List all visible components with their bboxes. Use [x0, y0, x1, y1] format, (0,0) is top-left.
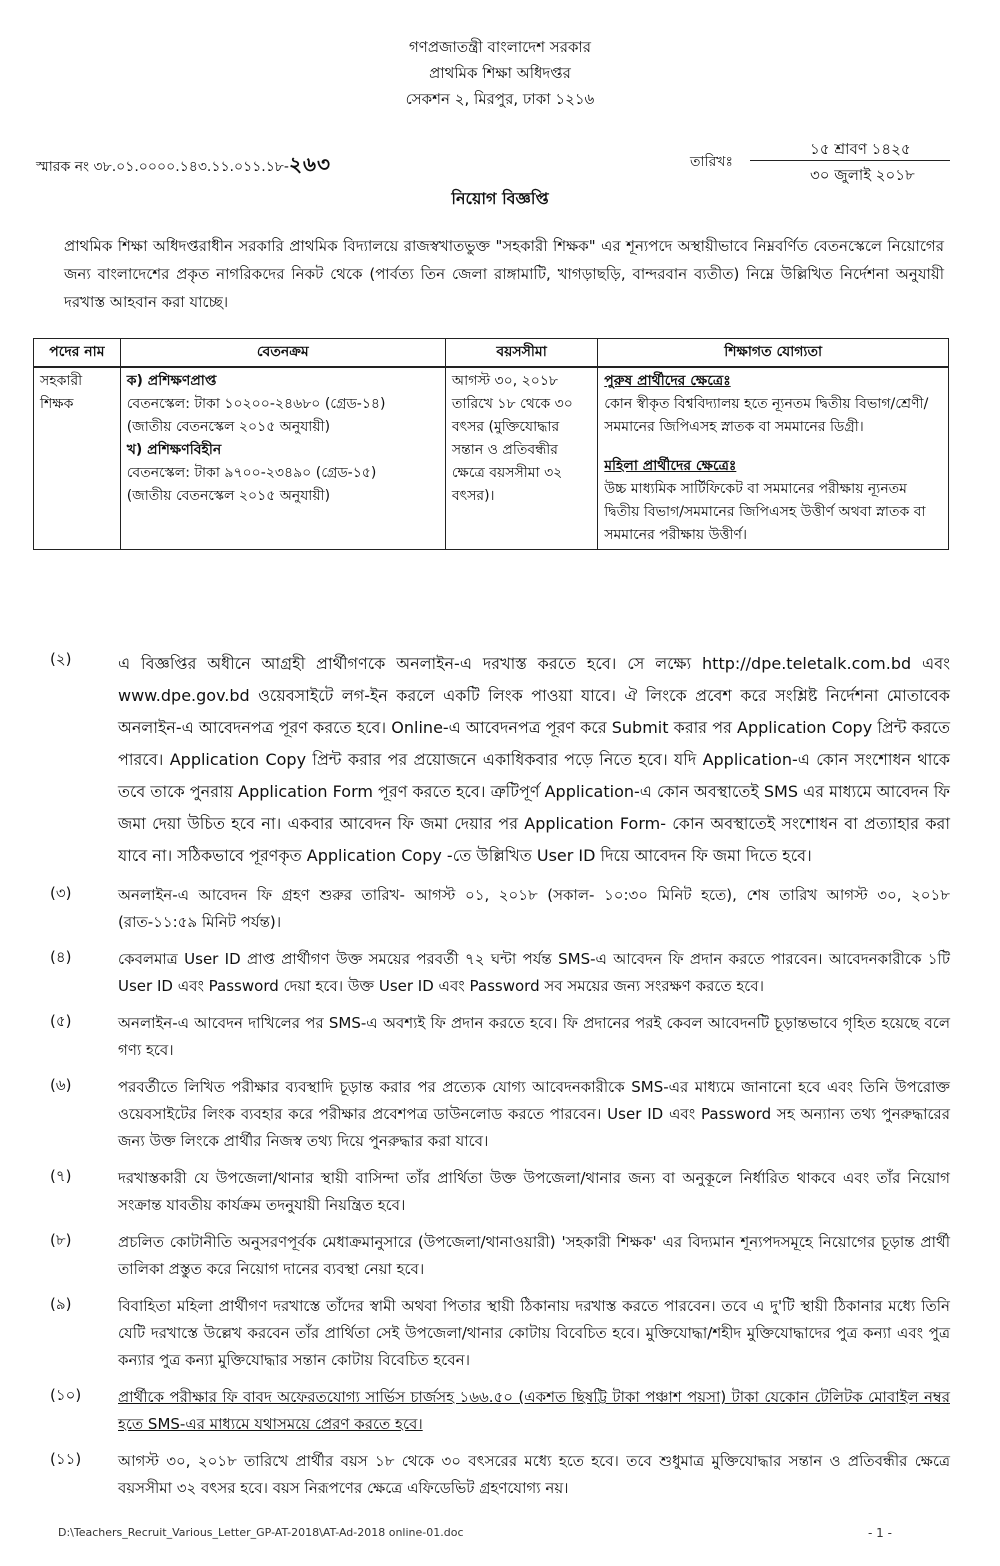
file-path: D:\Teachers_Recruit_Various_Letter_GP-AT-2018\AT-Ad-2018 online-01.doc	[58, 1526, 464, 1539]
memo-label: স্মারক নং ৩৮.০১.০০০০.১৪৩.১১.০১১.১৮-	[36, 159, 289, 175]
pay-trained-title: ক) প্রশিক্ষণপ্রাপ্ত	[126, 373, 217, 389]
list-item	[50, 1448, 950, 1502]
qual-spacer	[604, 439, 942, 455]
item-text: পরবর্তীতে লিখিত পরীক্ষার ব্যবস্থাদি চূড়ান্ত করার পর প্রত্যেক যোগ্য আবেদনকারীকে SMS-এর মাধ্যমে জানানো হবে এবং তিনি উপরোক্ত ওয়েবসাইটের লিংক ব্যবহার করে পরীক্ষার প্রবেশপত্র ডাউনলোড করতে পারবেন। User ID এবং Password সহ অন্যান্য তথ্য পুনরুদ্ধারের জন্য উক্ত লিংকে প্রার্থীর নিজস্ব তথ্য দিয়ে পুনরুদ্ধার করা যাবে।	[118, 1078, 950, 1150]
item-text: প্রার্থীকে পরীক্ষার ফি বাবদ অফেরতযোগ্য সার্ভিস চার্জসহ ১৬৬.৫০ (একশত ছিষট্টি টাকা পঞ্চাশ পয়সা) টাকা যেকোন টেলিটক মোবাইল নম্বর হতে SMS-এর মাধ্যমে যথাসময়ে প্রেরণ করতে হবে।	[118, 1388, 950, 1433]
memo-reference	[36, 150, 331, 183]
list-item	[50, 1010, 950, 1064]
header-line-1: গণপ্রজাতন্ত্রী বাংলাদেশ সরকার	[408, 38, 592, 56]
cell-post: সহকারী শিক্ষক	[34, 367, 121, 550]
header-age: বয়সসীমা	[445, 339, 597, 368]
cell-pay	[120, 367, 445, 550]
item-number: (৯)	[50, 1295, 72, 1313]
item-text: কেবলমাত্র User ID প্রাপ্ত প্রার্থীগণ উক্ত সময়ের পরবর্তী ৭২ ঘন্টা পর্যন্ত SMS-এ আবেদন ফি প্রদান করতে পারবেন। আবেদনকারীকে ১টি User ID এবং Password দেয়া হবে। উক্ত User ID এবং Password সব সময়ের জন্য সংরক্ষণ করতে হবে।	[118, 950, 950, 995]
notice-title: নিয়োগ বিজ্ঞপ্তি	[451, 189, 549, 208]
list-item	[50, 946, 950, 1000]
table-row	[34, 367, 949, 550]
item-text: আগস্ট ৩০, ২০১৮ তারিখে প্রার্থীর বয়স ১৮ থেকে ৩০ বৎসরের মধ্যে হতে হবে। তবে শুধুমাত্র মুক্তিযোদ্ধার সন্তান ও প্রতিবন্ধীর ক্ষেত্রে বয়সসীমা ৩২ বৎসর হবে। বয়স নিরূপণের ক্ষেত্রে এফিডেভিট গ্রহণযোগ্য নয়।	[118, 1452, 950, 1497]
item-number: (৫)	[50, 1012, 72, 1030]
intro-paragraph: প্রাথমিক শিক্ষা অধিদপ্তরাধীন সরকারি প্রাথমিক বিদ্যালয়ে রাজস্বখাতভুক্ত "সহকারী শিক্ষক" এর শূন্যপদে অস্থায়ীভাবে নিম্নবর্ণিত বেতনস্কেলে নিয়োগের জন্য বাংলাদেশের প্রকৃত নাগরিকদের নিকট থেকে (পার্বত্য তিন জেলা রাঙ্গামাটি, খাগড়াছড়ি, বান্দরবান ব্যতীত) নিম্নে উল্লিখিত নির্দেশনা অনুযায়ী দরখাস্ত আহবান করা যাচ্ছে।	[64, 237, 944, 311]
pay-trained-scale: বেতনস্কেল: টাকা ১০২০০-২৪৬৮০ (গ্রেড-১৪)	[126, 396, 386, 412]
list-item	[50, 882, 950, 936]
pay-untrained-title: খ) প্রশিক্ষণবিহীন	[126, 442, 222, 458]
pay-trained-note: (জাতীয় বেতনস্কেল ২০১৫ অনুযায়ী)	[126, 419, 331, 435]
item-number: (৮)	[50, 1231, 72, 1249]
header-pay: বেতনক্রম	[120, 339, 445, 368]
item-text: অনলাইন-এ আবেদন ফি গ্রহণ শুরুর তারিখ- আগস্ট ০১, ২০১৮ (সকাল- ১০:৩০ মিনিট হতে), শেষ তারিখ আগস্ট ৩০, ২০১৮ (রাত-১১:৫৯ মিনিট পর্যন্ত)।	[118, 886, 950, 931]
item-text: অনলাইন-এ আবেদন দাখিলের পর SMS-এ অবশ্যই ফি প্রদান করতে হবে। ফি প্রদানের পরই কেবল আবেদনটি চূড়ান্তভাবে গৃহিত হয়েছে বলে গণ্য হবে।	[118, 1014, 950, 1059]
item-number: (৪)	[50, 948, 72, 966]
item-number: (২)	[50, 650, 72, 668]
qual-male-title: পুরুষ প্রার্থীদের ক্ষেত্রেঃ	[604, 373, 731, 389]
list-item	[50, 1293, 950, 1374]
instruction-list	[50, 648, 950, 1512]
header-line-3: সেকশন ২, মিরপুর, ঢাকা ১২১৬	[405, 90, 595, 108]
item-text: এ বিজ্ঞপ্তির অধীনে আগ্রহী প্রার্থীগণকে অনলাইন-এ দরখাস্ত করতে হবে। সে লক্ষ্যে http://dpe.teletalk.com.bd এবং www.dpe.gov.bd ওয়েবসাইটে লগ-ইন করলে একটি লিংক পাওয়া যাবে। ঐ লিংকে প্রবেশ করে সংশ্লিষ্ট নির্দেশনা মোতাবেক অনলাইন-এ আবেদনপত্র পূরণ করতে হবে। Online-এ আবেদনপত্র পূরণ করে Submit করার পর Application Copy প্রিন্ট করতে পারবে। Application Copy প্রিন্ট করার পর প্রয়োজনে একাধিকবার পড়ে নিতে হবে। যদি Application-এ কোন সংশোধন থাকে তবে তাকে পুনরায় Application Form পূরণ করতে হবে। ত্রুটিপূর্ণ Application-এ কোন অবস্থাতেই SMS এর মাধ্যমে আবেদন ফি জমা দেয়া উচিত হবে না। একবার আবেদন ফি জমা দেয়ার পর Application Form- কোন অবস্থাতেই সংশোধন বা প্রত্যাহার করা যাবে না। সঠিকভাবে পূরণকৃত Application Copy -তে উল্লিখিত User ID দিয়ে আবেদন ফি জমা দিতে হবে।	[118, 654, 950, 865]
table-header-row	[34, 339, 949, 368]
letterhead	[0, 34, 1000, 112]
pay-untrained-scale: বেতনস্কেল: টাকা ৯৭০০-২৩৪৯০ (গ্রেড-১৫)	[126, 465, 377, 481]
list-item	[50, 1165, 950, 1219]
header-qualification: শিক্ষাগত যোগ্যতা	[598, 339, 949, 368]
qual-female-text: উচ্চ মাধ্যমিক সার্টিফিকেট বা সমমানের পরীক্ষায় ন্যূনতম দ্বিতীয় বিভাগ/সমমানের জিপিএসহ উত্তীর্ণ অথবা স্নাতক বা সমমানের পরীক্ষায় উত্তীর্ণ।	[604, 481, 926, 543]
pay-untrained-note: (জাতীয় বেতনস্কেল ২০১৫ অনুযায়ী)	[126, 488, 331, 504]
date-label: তারিখঃ	[690, 154, 733, 170]
qual-female-title: মহিলা প্রার্থীদের ক্ষেত্রেঃ	[604, 458, 737, 474]
post-details-table	[33, 338, 949, 550]
cell-qualification	[598, 367, 949, 550]
date-english: ৩০ জুলাই ২০১৮	[810, 166, 915, 184]
list-item	[50, 1229, 950, 1283]
item-number: (৬)	[50, 1076, 72, 1094]
date-bangla: ১৫ শ্রাবণ ১৪২৫	[810, 140, 911, 158]
cell-age: আগস্ট ৩০, ২০১৮ তারিখে ১৮ থেকে ৩০ বৎসর (মুক্তিযোদ্ধার সন্তান ও প্রতিবন্ধীর ক্ষেত্রে বয়সসীমা ৩২ বৎসর)।	[445, 367, 597, 550]
page-number: - 1 -	[868, 1526, 892, 1540]
list-item	[50, 1384, 950, 1438]
item-number: (১১)	[50, 1450, 82, 1468]
list-item	[50, 648, 950, 872]
item-number: (১০)	[50, 1386, 82, 1404]
qual-male-text: কোন স্বীকৃত বিশ্ববিদ্যালয় হতে ন্যূনতম দ্বিতীয় বিভাগ/শ্রেণী/ সমমানের জিপিএসহ স্নাতক বা সমমানের ডিগ্রী।	[604, 396, 929, 435]
date-divider	[750, 160, 950, 161]
item-number: (৭)	[50, 1167, 72, 1185]
header-line-2: প্রাথমিক শিক্ষা অধিদপ্তর	[429, 64, 571, 82]
memo-number: ২৬৩	[288, 152, 331, 176]
header-post: পদের নাম	[34, 339, 121, 368]
list-item	[50, 1074, 950, 1155]
item-text: বিবাহিতা মহিলা প্রার্থীগণ দরখাস্তে তাঁদের স্বামী অথবা পিতার স্থায়ী ঠিকানায় দরখাস্ত করতে পারবেন। তবে এ দু'টি স্থায়ী ঠিকানার মধ্যে তিনি যেটি দরখাস্তে উল্লেখ করবেন তাঁর প্রার্থিতা সেই উপজেলা/থানার কোটায় বিবেচিত হবে। মুক্তিযোদ্ধা/শহীদ মুক্তিযোদ্ধাদের পুত্র কন্যা এবং পুত্র কন্যার পুত্র কন্যা মুক্তিযোদ্ধার সন্তান কোটায় বিবেচিত হবেন।	[118, 1297, 950, 1369]
item-text: প্রচলিত কোটানীতি অনুসরণপূর্বক মেধাক্রমানুসারে (উপজেলা/থানাওয়ারী) 'সহকারী শিক্ষক' এর বিদ্যমান শূন্যপদসমূহে নিয়োগের চূড়ান্ত প্রার্থী তালিকা প্রস্তুত করে নিয়োগ দানের ব্যবস্থা নেয়া হবে।	[118, 1233, 950, 1278]
item-text: দরখাস্তকারী যে উপজেলা/থানার স্থায়ী বাসিন্দা তাঁর প্রার্থিতা উক্ত উপজেলা/থানার জন্য বা অনুকূলে নির্ধারিত থাকবে এবং তাঁর নিয়োগ সংক্রান্ত যাবতীয় কার্যক্রম তদনুযায়ী নিয়ন্ত্রিত হবে।	[118, 1169, 950, 1214]
item-number: (৩)	[50, 884, 72, 902]
date-block	[690, 138, 960, 188]
